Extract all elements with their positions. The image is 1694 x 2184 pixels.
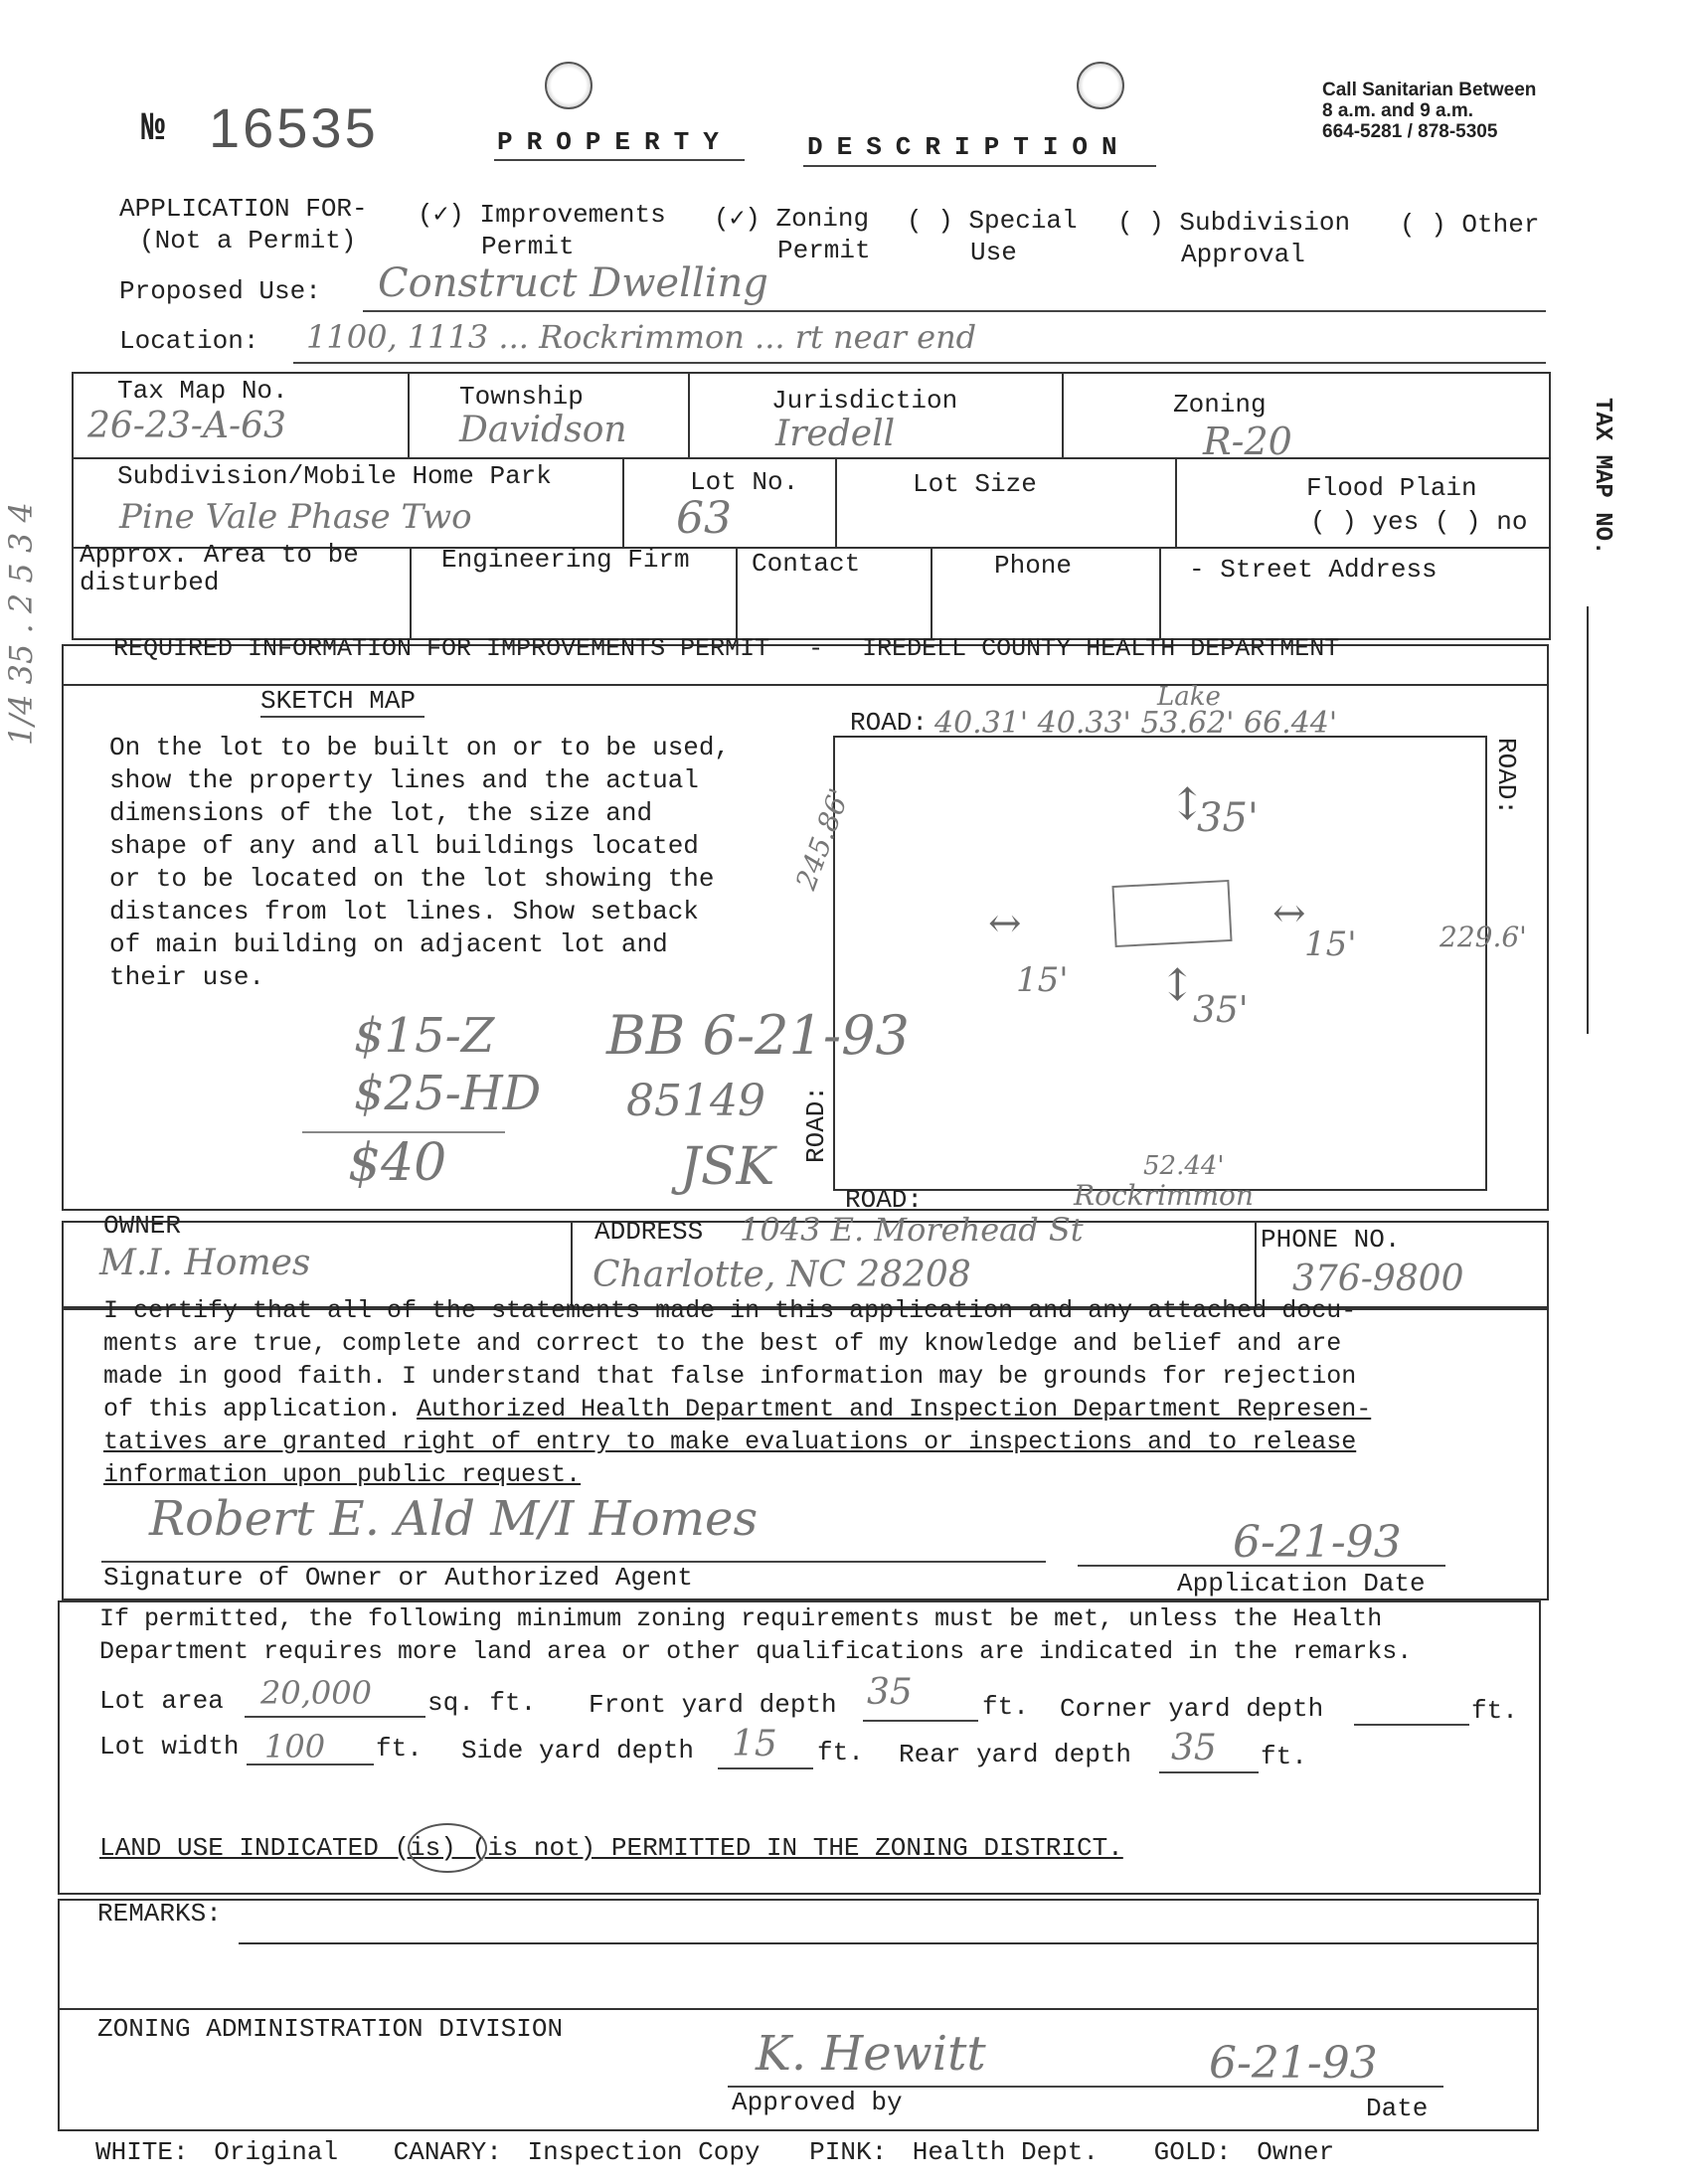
sketch-instructions: On the lot to be built on or to be used, show the property lines and the actual dimensions of the lot, the size and shape of any and all buildings located or to be located on the lot showing the distances from lot lines. Show setback of main building on adjacent lot and their use.: [109, 733, 731, 992]
option-checkbox[interactable]: ( ): [1117, 208, 1164, 238]
flood-plain-label: Flood Plain: [1306, 473, 1477, 503]
copy-white-value: Original: [214, 2137, 339, 2167]
lot-width-unit: ft.: [376, 1734, 423, 1764]
sketch-bottom-road-name: Rockrimmon: [1074, 1179, 1254, 1212]
copy-pink-label: PINK:: [809, 2137, 888, 2167]
sketch-right-dimension: 229.6': [1440, 921, 1527, 953]
zoning-intro-line: If permitted, the following minimum zoning requirements must be met, unless the Health: [99, 1604, 1383, 1633]
option-zoning-permit[interactable]: [714, 203, 871, 266]
grid-col-divider: [410, 547, 412, 640]
grid-col-divider: [736, 547, 738, 640]
road-left-label: ROAD:: [801, 1086, 831, 1164]
hand-receipt-initials: BB 6-21-93: [606, 1004, 910, 1067]
address-label: ADDRESS: [594, 1217, 704, 1247]
proposed-use-line: [363, 310, 1546, 312]
area-label-line2: disturbed: [80, 568, 220, 597]
land-use-statement: LAND USE INDICATED (is) (is not) PERMITTED IN THE ZONING DISTRICT.: [99, 1833, 1123, 1863]
option-label: Improvements: [479, 200, 666, 230]
corner-yard-unit: ft.: [1471, 1696, 1518, 1726]
tax-map-side-line: [1587, 606, 1589, 1034]
sketch-setback-front: 35': [1197, 795, 1259, 841]
location-label: Location:: [119, 326, 259, 356]
option-label: Other: [1461, 210, 1540, 240]
proposed-use-label: Proposed Use:: [119, 276, 321, 306]
rear-yard-value[interactable]: 35: [1171, 1728, 1217, 1768]
zoning-intro-line: Department requires more land area or other qualifications are indicated in the remarks.: [99, 1637, 1413, 1666]
option-improvements-permit[interactable]: [418, 199, 666, 262]
phone-label: Phone: [994, 551, 1073, 581]
required-heading-right: IREDELL COUNTY HEALTH DEPARTMENT: [862, 634, 1340, 663]
lot-area-line: [245, 1716, 425, 1718]
copy-pink-value: Health Dept.: [912, 2137, 1100, 2167]
grid-col-divider: [1062, 372, 1064, 457]
owner-label: OWNER: [103, 1211, 182, 1241]
sketch-setback-right: 15': [1304, 924, 1357, 964]
lot-size-label: Lot Size: [913, 469, 1037, 499]
approval-date-value[interactable]: 6-21-93: [1209, 2038, 1378, 2089]
zoning-intro: [99, 1602, 1412, 1668]
street-address-label: - Street Address: [1189, 555, 1438, 585]
lot-width-label: Lot width: [99, 1732, 240, 1762]
option-checkbox[interactable]: ( ): [907, 206, 953, 236]
call-line-3: 664-5281 / 878-5305: [1322, 121, 1498, 142]
area-label-line1: Approx. Area to be: [80, 540, 359, 570]
cert-line: ments are true, complete and correct to the best of my knowledge and belief and are: [103, 1329, 1342, 1358]
option-special-use[interactable]: [907, 205, 1078, 268]
grid-col-divider: [408, 372, 410, 457]
certification-text: [103, 1294, 1371, 1491]
zoning-value[interactable]: R-20: [1203, 420, 1292, 463]
road-bottom-label: ROAD:: [845, 1185, 924, 1215]
option-subdivision-approval[interactable]: [1117, 207, 1350, 270]
hand-receipt-number: 85149: [626, 1076, 765, 1126]
copy-white-label: WHITE:: [95, 2137, 189, 2167]
street-address-text: Street Address: [1220, 555, 1438, 585]
title-description: DESCRIPTION: [807, 132, 1131, 162]
signature-label: Signature of Owner or Authorized Agent: [103, 1563, 693, 1593]
sketch-title-underline: [260, 716, 424, 718]
lot-width-line: [247, 1764, 374, 1765]
remarks-line-1: [239, 1942, 1537, 1944]
owner-value[interactable]: M.I. Homes: [99, 1243, 311, 1283]
call-sanitarian-note: [1322, 80, 1536, 142]
road-top-label: ROAD:: [850, 708, 929, 738]
jurisdiction-label: Jurisdiction: [771, 386, 958, 416]
lot-width-value[interactable]: 100: [264, 1728, 326, 1765]
rear-yard-line: [1159, 1771, 1259, 1773]
sketch-arrow-front: ↕: [1169, 779, 1206, 830]
title-underline-1: [494, 159, 745, 161]
option-label-line2: Permit: [481, 232, 575, 261]
grid-col-divider: [1175, 457, 1177, 547]
copy-canary-label: CANARY:: [393, 2137, 502, 2167]
township-label: Township: [459, 382, 584, 412]
front-yard-label: Front yard depth: [589, 1690, 837, 1720]
sketch-house-outline: [1111, 880, 1232, 947]
sketch-lake-note: Lake: [1157, 682, 1221, 712]
road-right-label: ROAD:: [1491, 738, 1521, 816]
sketch-arrow-right: ↔: [1272, 891, 1306, 936]
required-heading-dash: -: [808, 634, 824, 663]
side-yard-line: [718, 1767, 813, 1769]
sketch-map-title: SKETCH MAP: [260, 686, 417, 716]
approval-date-label: Date: [1366, 2094, 1429, 2123]
zoning-label: Zoning: [1173, 390, 1267, 420]
remarks-line-2: [58, 2008, 1539, 2010]
application-date-label: Application Date: [1177, 1569, 1426, 1598]
cert-line: made in good faith. I understand that false information may be grounds for rejection: [103, 1362, 1357, 1391]
punch-hole-left: [545, 62, 593, 109]
sketch-top-dimensions: 40.31' 40.33' 53.62' 66.44': [934, 706, 1338, 741]
required-heading-left: REQUIRED INFORMATION FOR IMPROVEMENTS PERMIT: [113, 634, 770, 663]
copy-distribution: [95, 2137, 1334, 2167]
form-number-label: №: [141, 107, 166, 152]
owner-signature[interactable]: Robert E. Ald M/I Homes: [149, 1491, 759, 1547]
township-value[interactable]: Davidson: [459, 410, 627, 450]
margin-handwriting: 1/4 35 . 2 5 3 4: [2, 502, 40, 746]
location-value[interactable]: 1100, 1113 ... Rockrimmon ... rt near end: [306, 318, 977, 356]
remarks-label: REMARKS:: [97, 1899, 222, 1929]
option-label: Zoning: [775, 204, 870, 234]
copy-gold-label: GOLD:: [1153, 2137, 1232, 2167]
contact-label: Contact: [752, 549, 861, 579]
required-info-heading: [113, 634, 1339, 663]
side-yard-unit: ft.: [817, 1738, 864, 1767]
grid-col-divider: [622, 457, 624, 547]
option-other[interactable]: [1400, 209, 1539, 241]
area-disturbed-label: [80, 541, 359, 596]
rear-yard-label: Rear yard depth: [899, 1740, 1132, 1769]
lot-area-label: Lot area: [99, 1686, 224, 1716]
sketch-setback-rear: 35': [1193, 990, 1249, 1031]
tax-map-side-label: TAX MAP NO.: [1589, 398, 1615, 556]
sketch-arrow-rear: ↕: [1159, 960, 1196, 1011]
jurisdiction-value[interactable]: Iredell: [775, 414, 896, 454]
approver-signature[interactable]: K. Hewitt: [756, 2026, 986, 2082]
cert-line: of this application.: [103, 1395, 418, 1424]
lot-area-unit: sq. ft.: [427, 1688, 537, 1718]
hand-fee-zoning: $15-Z: [354, 1008, 495, 1064]
cert-line-underlined: information upon public request.: [103, 1460, 582, 1489]
application-date-line: [1078, 1565, 1445, 1567]
application-label: [119, 193, 368, 256]
application-label-line2: (Not a Permit): [139, 226, 357, 255]
option-label: Special: [968, 206, 1078, 236]
owner-phone-value[interactable]: 376-9800: [1292, 1259, 1464, 1299]
sketch-left-dimension: 245.86': [789, 783, 857, 895]
option-label: Subdivision: [1179, 208, 1351, 238]
engineering-firm-label: Engineering Firm: [441, 545, 690, 575]
flood-plain-options[interactable]: ( ) yes ( ) no: [1310, 507, 1528, 537]
grid-col-divider: [931, 547, 932, 640]
owner-phone-label: PHONE NO.: [1261, 1225, 1401, 1255]
title-underline-2: [803, 165, 1156, 167]
option-label-line2: Use: [970, 238, 1017, 267]
tax-map-value[interactable]: 26-23-A-63: [87, 406, 286, 446]
subdivision-label: Subdivision/Mobile Home Park: [117, 461, 552, 491]
hand-receipt-clerk: JSK: [680, 1137, 775, 1197]
side-yard-label: Side yard depth: [461, 1736, 695, 1765]
grid-col-divider: [688, 372, 690, 457]
form-number: 16535: [209, 96, 379, 159]
option-checkbox[interactable]: ( ): [1400, 210, 1446, 240]
sketch-setback-left: 15': [1016, 960, 1069, 1000]
call-line-2: 8 a.m. and 9 a.m.: [1322, 100, 1474, 121]
lot-no-label: Lot No.: [690, 467, 799, 497]
front-yard-value[interactable]: 35: [867, 1672, 913, 1713]
lot-area-value[interactable]: 20,000: [260, 1674, 372, 1712]
tax-map-label: Tax Map No.: [117, 376, 288, 406]
zoning-division-label: ZONING ADMINISTRATION DIVISION: [97, 2014, 564, 2044]
hand-fee-total: $40: [348, 1133, 447, 1193]
grid-row-divider-1: [72, 457, 1551, 459]
call-line-1: Call Sanitarian Between: [1322, 80, 1537, 100]
subdivision-value[interactable]: Pine Vale Phase Two: [119, 497, 472, 537]
grid-col-divider: [1159, 547, 1161, 640]
option-label-line2: Permit: [777, 236, 871, 265]
title-property: PROPERTY: [497, 127, 733, 157]
approved-by-label: Approved by: [732, 2088, 903, 2117]
rear-yard-unit: ft.: [1261, 1742, 1307, 1771]
grid-col-divider: [835, 457, 837, 547]
copy-canary-value: Inspection Copy: [527, 2137, 761, 2167]
option-checkbox[interactable]: (✓): [418, 200, 464, 230]
hand-fee-health: $25-HD: [354, 1066, 542, 1121]
option-checkbox[interactable]: (✓): [714, 204, 761, 234]
side-yard-value[interactable]: 15: [732, 1724, 777, 1764]
address-line-2[interactable]: Charlotte, NC 28208: [593, 1255, 971, 1295]
cert-line-underlined: Authorized Health Department and Inspection Department Represen-: [417, 1395, 1372, 1424]
cert-line: I certify that all of the statements made in this application and any attached docu-: [103, 1296, 1357, 1325]
sketch-bottom-dimension: 52.44': [1143, 1151, 1225, 1181]
punch-hole-right: [1077, 62, 1124, 109]
location-line: [293, 362, 1546, 364]
corner-yard-line: [1354, 1724, 1469, 1726]
sketch-arrow-left: ↔: [988, 901, 1022, 946]
application-date-value[interactable]: 6-21-93: [1233, 1517, 1402, 1568]
address-line-1[interactable]: 1043 E. Morehead St: [740, 1211, 1084, 1249]
application-label-line1: APPLICATION FOR-: [119, 194, 368, 224]
option-label-line2: Approval: [1181, 240, 1305, 269]
proposed-use-value[interactable]: Construct Dwelling: [378, 260, 768, 306]
lot-no-value[interactable]: 63: [676, 493, 732, 544]
front-yard-line: [863, 1720, 978, 1722]
cert-line-underlined: tatives are granted right of entry to make evaluations or inspections and to release: [103, 1428, 1357, 1456]
copy-gold-value: Owner: [1257, 2137, 1335, 2167]
corner-yard-label: Corner yard depth: [1060, 1694, 1324, 1724]
front-yard-unit: ft.: [982, 1692, 1029, 1722]
land-use-is-circle: [408, 1823, 487, 1873]
